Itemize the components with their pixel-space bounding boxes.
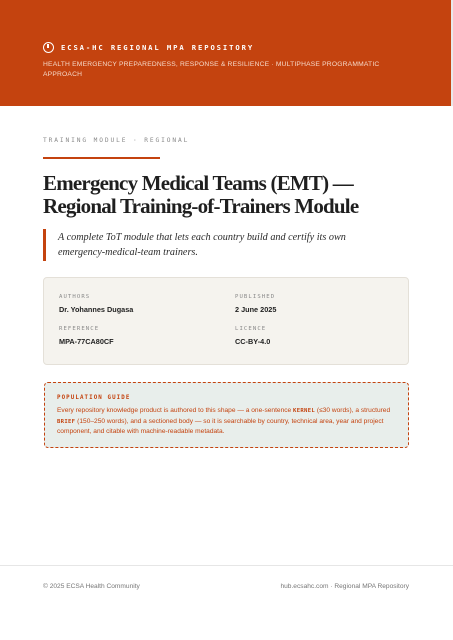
licence-value: CC-BY-4.0 bbox=[235, 337, 271, 346]
reference-value: MPA-77CA80CF bbox=[59, 337, 114, 346]
lede-block bbox=[43, 229, 388, 261]
accent-rule bbox=[43, 157, 160, 159]
repo-title-row bbox=[43, 42, 254, 53]
footer-copyright: © 2025 ECSA Health Community bbox=[43, 583, 140, 590]
reference-label: REFERENCE bbox=[59, 326, 100, 332]
title-line-2: Regional Training-of-Trainers Module bbox=[43, 194, 359, 218]
published-field bbox=[235, 294, 276, 314]
population-guide-label: POPULATION GUIDE bbox=[57, 395, 131, 401]
power-icon bbox=[43, 42, 54, 53]
footer-divider bbox=[0, 565, 453, 566]
metadata-card bbox=[43, 277, 409, 365]
guide-text-1: Every repository knowledge product is authored to this shape — a one-sentence bbox=[57, 407, 294, 414]
guide-text-3: (150–250 words), and a sectioned body — so it is searchable by country, technical area, year and project component, and citable with machine-readable metadata. bbox=[57, 417, 384, 435]
published-value: 2 June 2025 bbox=[235, 305, 277, 314]
footer-site-link[interactable]: hub.ecsahc.com · Regional MPA Repository bbox=[280, 583, 409, 590]
lede-text: A complete ToT module that lets each country build and certify its own emergency-medical-team trainers. bbox=[58, 232, 346, 258]
published-label: PUBLISHED bbox=[235, 294, 276, 300]
population-guide-box bbox=[44, 382, 409, 448]
title-line-1: Emergency Medical Teams (EMT) — bbox=[43, 171, 353, 195]
brief-code: BRIEF bbox=[57, 418, 76, 425]
authors-field bbox=[59, 294, 133, 314]
kernel-code: KERNEL bbox=[293, 408, 316, 414]
reference-field bbox=[59, 326, 114, 346]
document-kicker: TRAINING MODULE · REGIONAL bbox=[43, 137, 190, 144]
licence-label: LICENCE bbox=[235, 326, 267, 332]
header-banner bbox=[0, 0, 453, 106]
authors-label: AUTHORS bbox=[59, 294, 91, 300]
guide-text-2: (≤30 words), a structured bbox=[315, 407, 391, 414]
licence-field bbox=[235, 326, 270, 346]
population-guide-text bbox=[57, 406, 402, 438]
repo-title: ECSA-HC REGIONAL MPA REPOSITORY bbox=[61, 43, 255, 52]
banner-subtitle: HEALTH EMERGENCY PREPAREDNESS, RESPONSE & RESILIENCE · MULTIPHASE PROGRAMMATIC APPROACH bbox=[43, 61, 380, 78]
authors-value: Dr. Yohannes Dugasa bbox=[59, 305, 134, 314]
document-title bbox=[43, 172, 423, 218]
